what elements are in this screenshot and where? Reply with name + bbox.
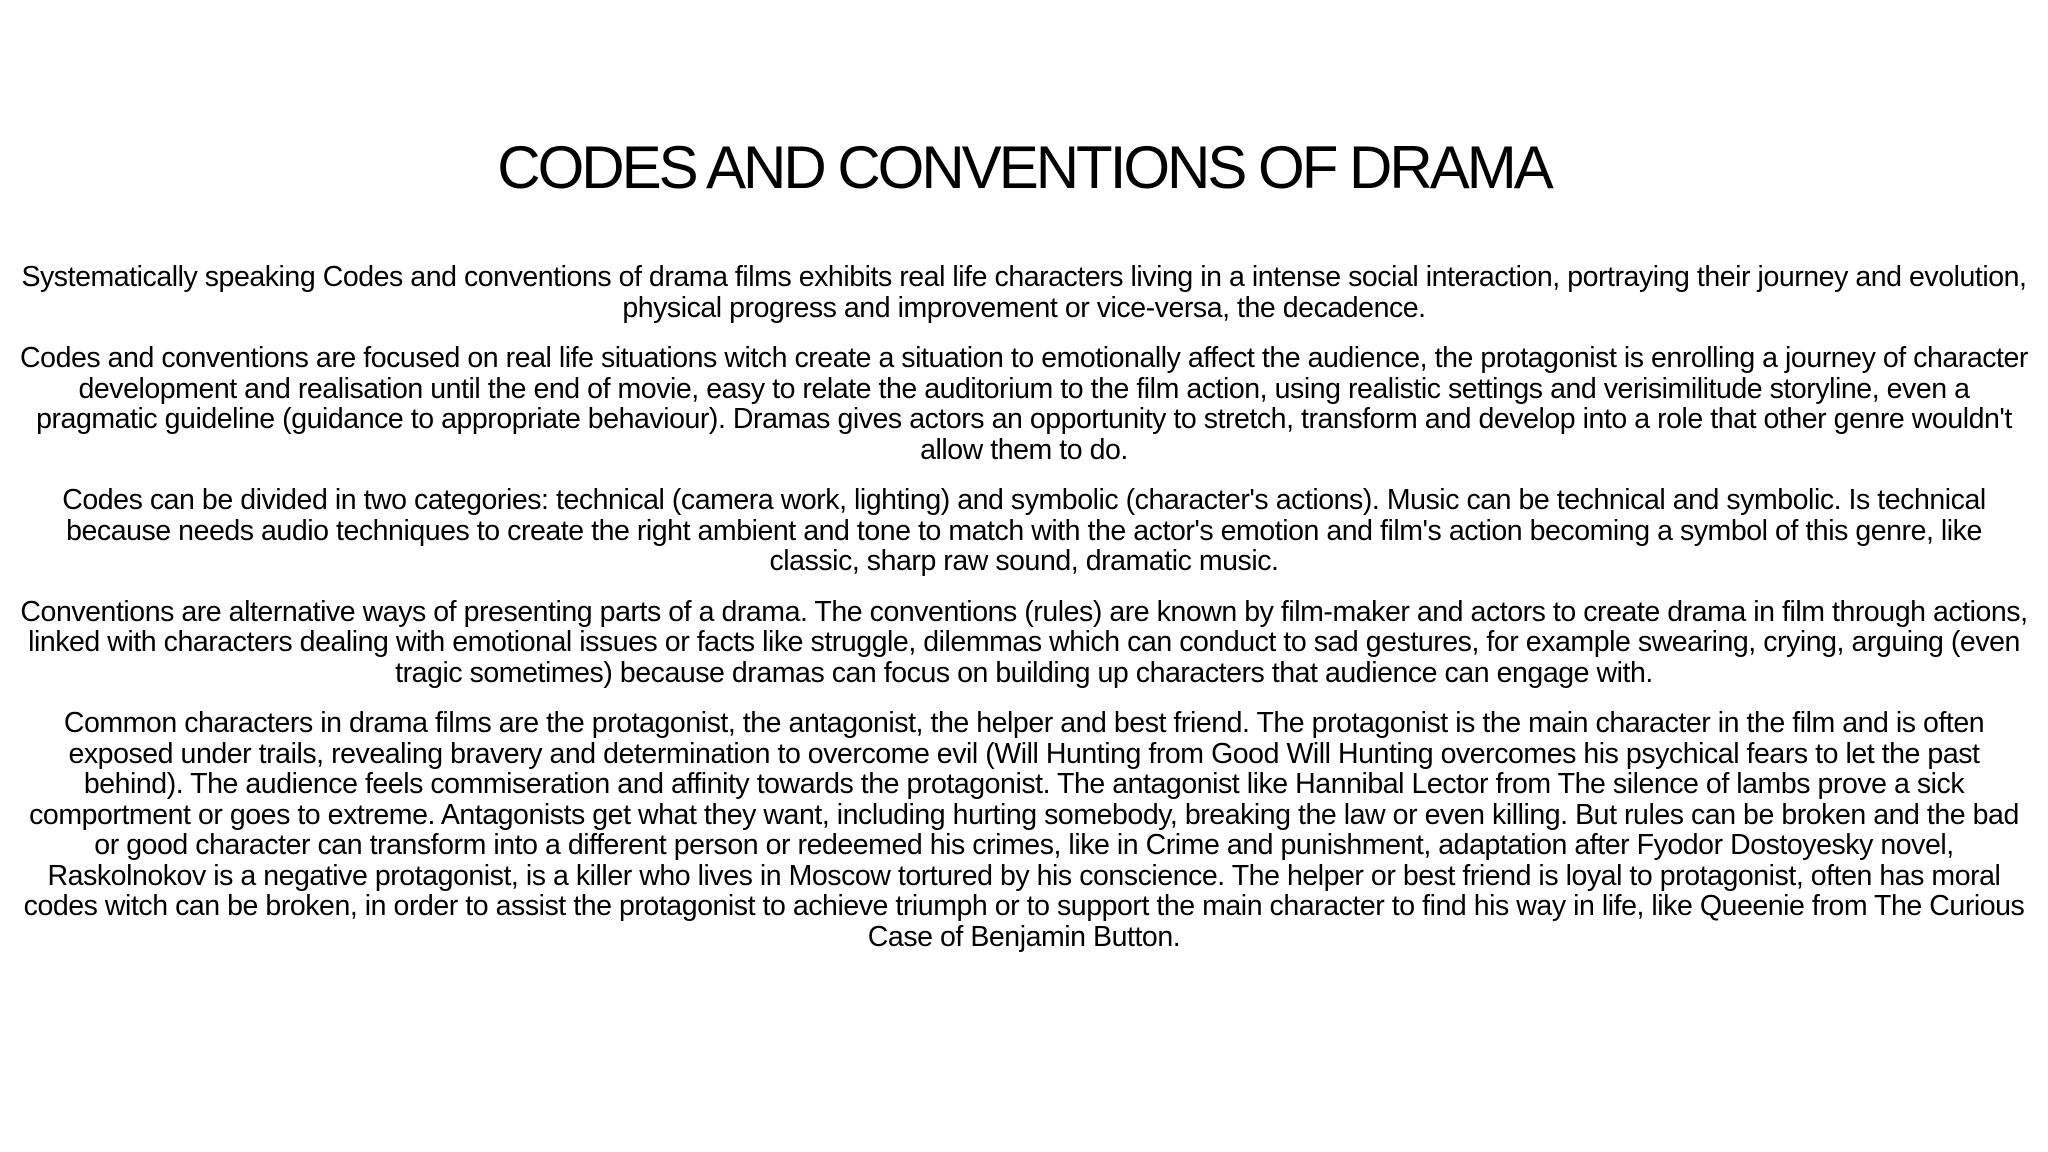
paragraph-codes-categories: Codes can be divided in two categories: technical (camera work, lighting) and symbolic (character's actions). Music can be technical and symbolic. Is technical because needs audio techniques to create the right ambient and tone to match with the actor's emotion and film's action becoming a symbol of this genre, like classic, sharp raw sound, dramatic music.	[62, 484, 1986, 577]
paragraph-intro: Systematically speaking Codes and conventions of drama films exhibits real life characters living in a intense social interaction, portraying their journey and evolution, physical progress and improvement or vice-versa, the decadence.	[21, 261, 2027, 324]
paragraph-real-life-situations: Codes and conventions are focused on real life situations witch create a situation to emotionally affect the audience, the protagonist is enrolling a journey of character development and realisation until the end of movie, easy to relate the auditorium to the film action, using realistic settings and verisimilitude storyline, even a pragmatic guideline (guidance to appropriate behaviour). Dramas gives actors an opportunity to stretch, transform and develop into a role that other genre wouldn't allow them to do.	[20, 342, 2028, 466]
slide-title: CODES AND CONVENTIONS OF DRAMA	[497, 134, 1551, 201]
slide-body	[20, 262, 2028, 972]
paragraph-common-characters: Common characters in drama films are the protagonist, the antagonist, the helper and best friend. The protagonist is the main character in the film and is often exposed under trails, revealing bravery and determination to overcome evil (Will Hunting from Good Will Hunting overcomes his psychical fears to let the past behind). The audience feels commiseration and affinity towards the protagonist. The antagonist like Hannibal Lector from The silence of lambs prove a sick comportment or goes to extreme. Antagonists get what they want, including hurting somebody, breaking the law or even killing. But rules can be broken and the bad or good character can transform into a different person or redeemed his crimes, like in Crime and punishment, adaptation after Fyodor Dostoyesky novel, Raskolnokov is a negative protagonist, is a killer who lives in Moscow tortured by his conscience. The helper or best friend is loyal to protagonist, often has moral codes witch can be broken, in order to assist the protagonist to achieve triumph or to support the main character to find his way in life, like Queenie from The Curious Case of Benjamin Button.	[23, 707, 2025, 953]
paragraph-conventions: Conventions are alternative ways of presenting parts of a drama. The conventions (rules) are known by film-maker and actors to create drama in film through actions, linked with characters dealing with emotional issues or facts like struggle, dilemmas which can conduct to sad gestures, for example swearing, crying, arguing (even tragic sometimes) because dramas can focus on building up characters that audience can engage with.	[20, 595, 2028, 689]
